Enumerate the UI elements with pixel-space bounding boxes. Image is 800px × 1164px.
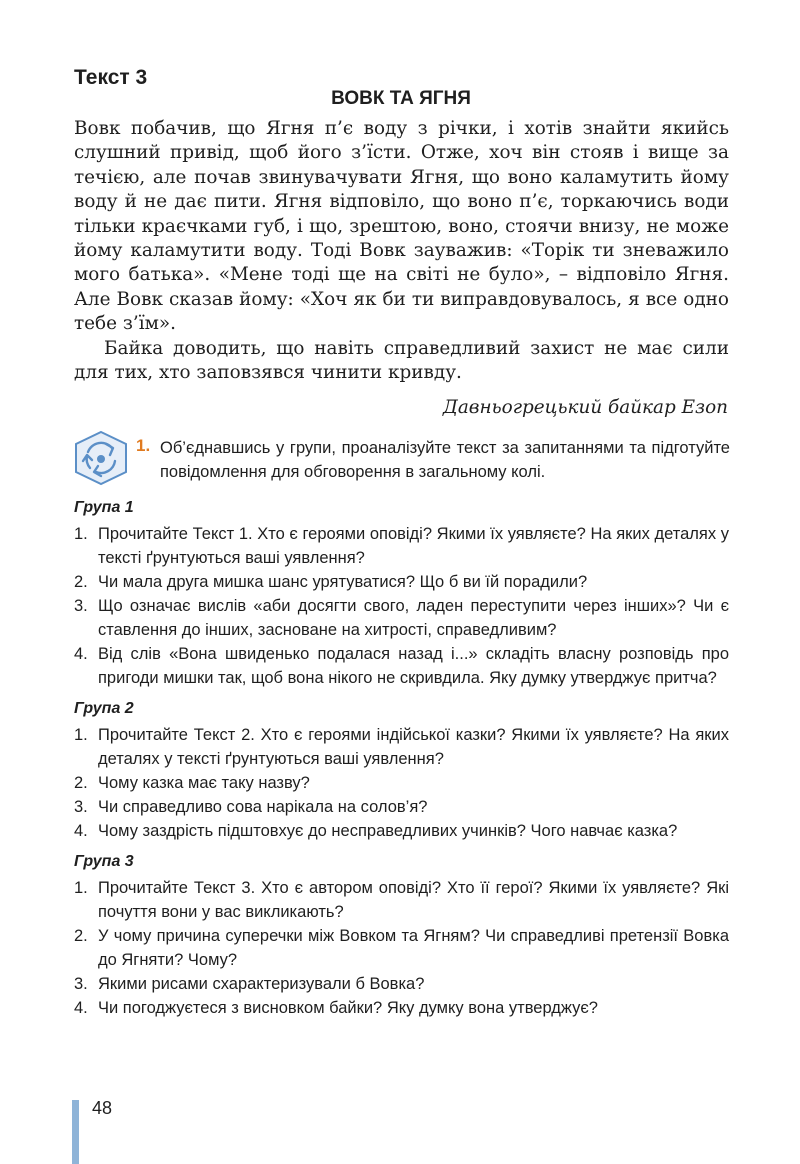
question-text: Прочитайте Текст 1. Хто є героями оповіді? Якими їх уявляєте? На яких деталях у тексті ґрунтуються ваші уявлення?	[98, 525, 729, 567]
list-item	[74, 972, 729, 996]
question-number: 4.	[74, 822, 88, 840]
list-item	[74, 996, 729, 1020]
list-item	[74, 924, 729, 972]
list-item	[74, 723, 729, 771]
question-list	[74, 522, 729, 690]
group-title: Група 3	[74, 853, 134, 870]
task-text: Об’єднавшись у групи, проаналізуйте текст за запитаннями та підготуйте повідомлення для обговорення в загальному колі.	[160, 439, 730, 481]
list-item	[74, 795, 729, 819]
question-text: Чи мала друга мишка шанс урятуватися? Що б ви їй порадили?	[98, 573, 588, 591]
story-paragraph: Вовк побачив, що Ягня п’є воду з річки, і хотів знайти якийсь слушний привід, щоб його з’їсти. Отже, хоч він стояв і вище за течією, але почав звинувачувати Ягня, що воно каламутить йому воду й не дає пити. Ягня відповіло, що воно п’є, торкаючись води тільки краєчками губ, і що, зрештою, воно, стоячи внизу, не може йому каламутити воду. Тоді Вовк зауважив: «Торік ти зневажило мого батька». «Мене тоді ще на світі не було», – відповіло Ягня. Але Вовк сказав йому: «Хоч як би ти виправдовувалось, я все одно тебе з’їм».	[74, 118, 729, 335]
list-item	[74, 876, 729, 924]
question-number: 3.	[74, 975, 88, 993]
question-number: 4.	[74, 999, 88, 1017]
list-item	[74, 642, 729, 690]
question-number: 4.	[74, 645, 88, 663]
question-number: 2.	[74, 573, 88, 591]
list-item	[74, 819, 729, 843]
task-block	[70, 430, 730, 490]
question-text: Якими рисами схарактеризували б Вовка?	[98, 975, 425, 993]
question-text: Чи справедливо сова нарікала на солов’я?	[98, 798, 428, 816]
question-number: 1.	[74, 726, 88, 744]
group-3	[74, 850, 729, 1020]
question-number: 3.	[74, 798, 88, 816]
question-text: Чому заздрість підштовхує до несправедливих учинків? Чого навчає казка?	[98, 822, 678, 840]
question-text: Чи погоджуєтеся з висновком байки? Яку думку вона утверджує?	[98, 999, 598, 1017]
page-number: 48	[92, 1098, 113, 1118]
group-2	[74, 697, 729, 843]
question-text: Прочитайте Текст 2. Хто є героями індійської казки? Якими їх уявляєте? На яких деталях у тексті ґрунтуються ваші уявлення?	[98, 726, 729, 768]
group-work-arrows-icon	[70, 430, 132, 486]
question-number: 1.	[74, 879, 88, 897]
page-edge-bar	[72, 1100, 79, 1164]
story-text	[74, 117, 729, 385]
story-author: Давньогрецький байкар Езоп	[442, 397, 728, 418]
story-paragraph: Байка доводить, що навіть справедливий захист не має сили для тих, хто заповзявся чинити кривду.	[74, 337, 729, 384]
group-title: Група 2	[74, 700, 134, 717]
question-text: У чому причина суперечки між Вовком та Ягням? Чи справедливі претензії Вовка до Ягняти? Чому?	[98, 927, 729, 969]
list-item	[74, 771, 729, 795]
question-number: 2.	[74, 774, 88, 792]
group-title: Група 1	[74, 499, 134, 516]
question-number: 3.	[74, 597, 88, 615]
question-number: 2.	[74, 927, 88, 945]
section-label: Текст 3	[74, 66, 148, 89]
list-item	[74, 594, 729, 642]
question-text: Що означає вислів «аби досягти свого, ладен переступити через інших»? Чи є ставлення до інших, засноване на хитрості, справедливим?	[98, 597, 729, 639]
question-number: 1.	[74, 525, 88, 543]
list-item	[74, 570, 729, 594]
question-list	[74, 723, 729, 843]
group-1	[74, 496, 729, 690]
story-title: ВОВК ТА ЯГНЯ	[331, 88, 471, 109]
question-text: Прочитайте Текст 3. Хто є автором оповіді? Хто її герої? Якими їх уявляєте? Які почуття вони у вас викликають?	[98, 879, 729, 921]
list-item	[74, 522, 729, 570]
question-text: Від слів «Вона швиденько подалася назад і...» складіть власну розповідь про пригоди мишки так, щоб вона нікого не скривдила. Яку думку утверджує притча?	[98, 645, 729, 687]
question-text: Чому казка має таку назву?	[98, 774, 310, 792]
task-number: 1.	[136, 436, 151, 455]
groups-section	[74, 496, 729, 1027]
question-list	[74, 876, 729, 1020]
